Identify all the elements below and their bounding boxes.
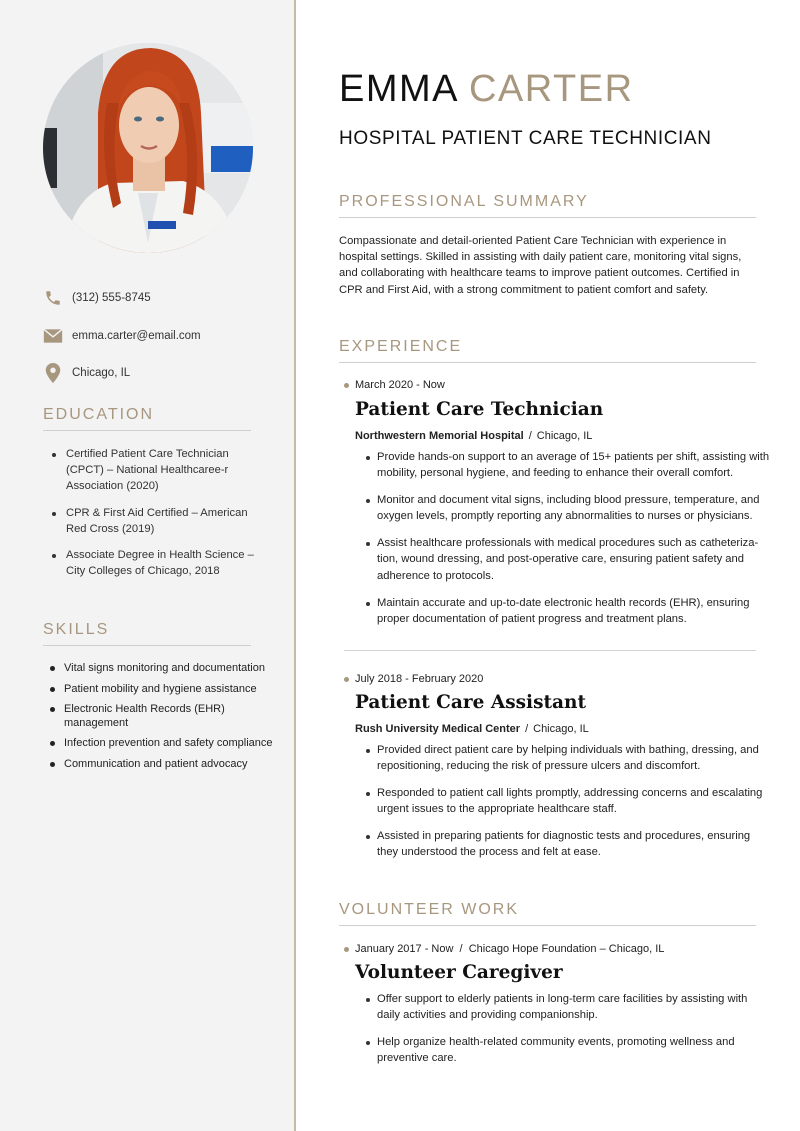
volunteer-bullet: Offer support to elderly patients in long-term care facilities by assisting with daily activities and providing companionship. (377, 991, 772, 1024)
sidebar-divider (294, 0, 296, 1131)
job-date: July 2018 - February 2020 (344, 673, 483, 685)
summary-text: Compassionate and detail-oriented Patient Care Technician with experience in hospital settings. Skilled in assisting with daily patient care, monitoring vital signs, and collaborating with healthcare teams to improve patient outcomes. Certified in CPR and First Aid, with a strong commitment to patient comfort and safety. (339, 235, 742, 296)
education-heading: EDUCATION (43, 406, 251, 431)
education-item: CPR & First Aid Certified – American Red Cross (2019) (52, 505, 262, 537)
phone-text: (312) 555-8745 (72, 292, 151, 304)
education-list (52, 446, 262, 589)
education-item: Certified Patient Care Technician (CPCT) – National Healthcaree-r Association (2020) (52, 446, 262, 495)
job-bullet: Assist healthcare professionals with medical procedures such as catheteriza-tion, wound dressing, and post-operative care, ensuring patient safety and adherence to protocols. (377, 535, 772, 584)
skill-item: Infection prevention and safety compliance (49, 737, 279, 751)
job-bullet: Provide hands-on support to an average of 15+ patients per shift, assisting with mobility, personal hygiene, and feeding to enhance their overall comfort. (377, 449, 772, 482)
job-location: Chicago, IL (533, 723, 589, 735)
profile-photo (43, 43, 253, 253)
phone-icon (43, 288, 63, 308)
location-pin-icon (43, 363, 63, 383)
job-bullet: Responded to patient call lights promptly, addressing concerns and escalating urgent issues to the appropriate healthcare staff. (377, 785, 772, 818)
contact-phone (43, 288, 151, 308)
education-item: Associate Degree in Health Science – City Colleges of Chicago, 2018 (52, 547, 262, 579)
job-location: Chicago, IL (536, 430, 593, 442)
skill-item: Patient mobility and hygiene assistance (49, 683, 279, 697)
job-bullet: Maintain accurate and up-to-date electronic health records (EHR), ensuring proper documentation of patient progress and treatment plans. (377, 595, 772, 628)
portrait-illustration (43, 43, 253, 253)
skill-item: Vital signs monitoring and documentation (49, 662, 279, 676)
job-bullet: Provided direct patient care by helping individuals with bathing, dressing, and repositioning, reducing the risk of pressure ulcers and discomfort. (377, 742, 772, 775)
volunteer-date-line: January 2017 - Now / Chicago Hope Foundation – Chicago, IL (344, 943, 664, 955)
email-icon (43, 326, 63, 346)
company-name: Northwestern Memorial Hospital (355, 430, 524, 442)
first-name: EMMA (339, 68, 457, 110)
skills-list (49, 662, 279, 778)
location-text: Chicago, IL (72, 367, 131, 379)
experience-heading: EXPERIENCE (339, 338, 756, 363)
job-title: HOSPITAL PATIENT CARE TECHNICIAN (339, 128, 712, 149)
separator: / (528, 430, 532, 442)
volunteer-heading: VOLUNTEER WORK (339, 901, 756, 926)
job-bullet: Assisted in preparing patients for diagnostic tests and procedures, ensuring they understood the process and felt at ease. (377, 828, 772, 861)
volunteer-bullets (377, 991, 772, 1077)
skill-item: Communication and patient advocacy (49, 758, 279, 772)
company-name: Rush University Medical Center (355, 723, 521, 735)
job-role: Patient Care Technician (355, 399, 604, 420)
candidate-name (339, 68, 634, 111)
job-date: March 2020 - Now (344, 379, 445, 391)
job-organization (355, 723, 589, 735)
volunteer-bullet: Help organize health-related community events, promoting wellness and preventive care. (377, 1034, 772, 1067)
last-name: CARTER (468, 68, 634, 110)
section-rule (344, 650, 756, 651)
job-organization (355, 430, 592, 442)
job-bullets (377, 449, 772, 638)
summary-heading: PROFESSIONAL SUMMARY (339, 193, 756, 218)
separator: / (525, 723, 529, 735)
volunteer-role: Volunteer Caregiver (355, 962, 563, 983)
job-bullet: Monitor and document vital signs, including blood pressure, temperature, and oxygen levels, promptly reporting any abnormalities to nurses or physicians. (377, 492, 772, 525)
skill-item: Electronic Health Records (EHR) management (49, 703, 279, 730)
skills-heading: SKILLS (43, 621, 251, 646)
contact-email (43, 326, 201, 346)
contact-location (43, 363, 130, 383)
job-role: Patient Care Assistant (355, 692, 587, 713)
job-bullets (377, 742, 772, 871)
email-text: emma.carter@email.com (72, 330, 201, 342)
